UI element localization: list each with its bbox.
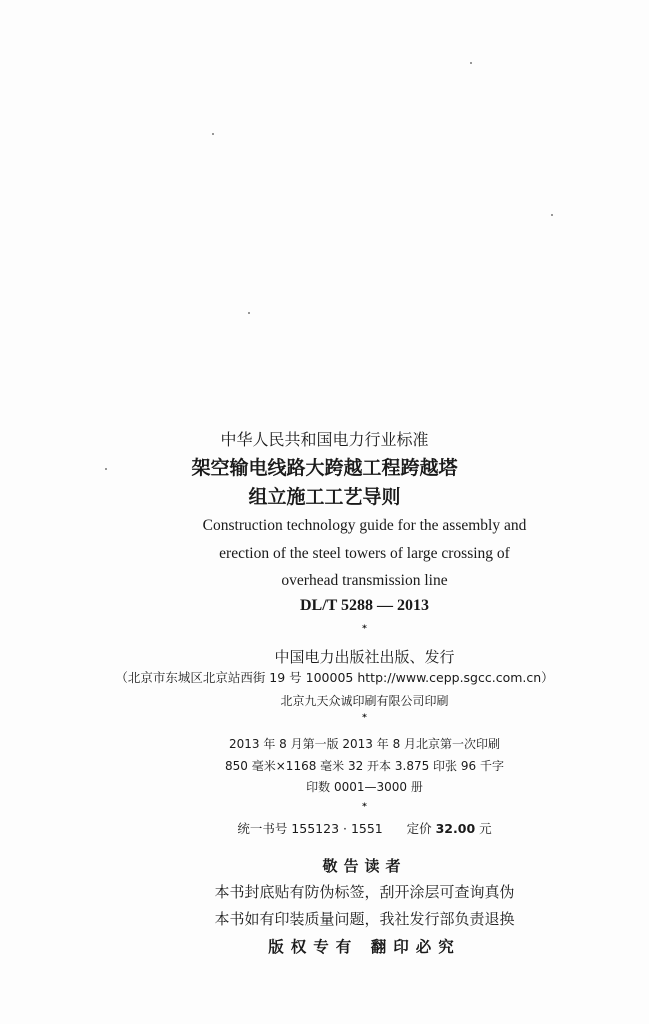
edition-line: 2013 年 8 月第一版 2013 年 8 月北京第一次印刷 <box>228 737 501 751</box>
price-unit: 元 <box>479 821 492 836</box>
standard-code: DL/T 5288 — 2013 <box>299 597 430 614</box>
notice-line-1: 本书封底贴有防伪标签，刮开涂层可查询真伪 <box>214 883 515 901</box>
title-chinese-line-1: 架空输电线路大跨越工程跨越塔 <box>191 457 458 479</box>
copyright-notice: 版权专有 翻印必究 <box>268 938 461 956</box>
separator-star: * <box>362 624 367 634</box>
title-english-line-3: overhead transmission line <box>281 572 448 589</box>
separator-star: * <box>362 713 367 723</box>
publisher-line: 中国电力出版社出版、发行 <box>274 648 455 666</box>
isbn-label: 统一书号 155123 · 1551 <box>237 821 383 836</box>
price-value: 32.00 <box>435 821 476 836</box>
scan-speck <box>551 214 553 216</box>
scan-speck <box>248 312 250 314</box>
separator-star: * <box>362 802 367 812</box>
format-line: 850 毫米×1168 毫米 32 开本 3.875 印张 96 千字 <box>225 759 504 773</box>
scan-speck <box>212 133 214 135</box>
scan-speck <box>470 62 472 64</box>
printer-line: 北京九天众诚印刷有限公司印刷 <box>280 694 449 708</box>
print-run-line: 印数 0001—3000 册 <box>306 780 423 794</box>
title-chinese-line-2: 组立施工工艺导则 <box>248 486 401 508</box>
title-english-line-1: Construction technology guide for the assembly and <box>202 517 527 534</box>
notice-title: 敬告读者 <box>322 857 407 875</box>
publisher-address: （北京市东城区北京站西街 19 号 100005 http://www.cepp.sgcc.com.cn） <box>115 670 554 685</box>
notice-line-2: 本书如有印装质量问题，我社发行部负责退换 <box>214 910 515 928</box>
standard-category-label: 中华人民共和国电力行业标准 <box>220 430 429 449</box>
title-english-line-2: erection of the steel towers of large crossing of <box>219 545 510 562</box>
price-label: 定价 <box>406 821 432 836</box>
isbn-price-line <box>40 823 649 836</box>
